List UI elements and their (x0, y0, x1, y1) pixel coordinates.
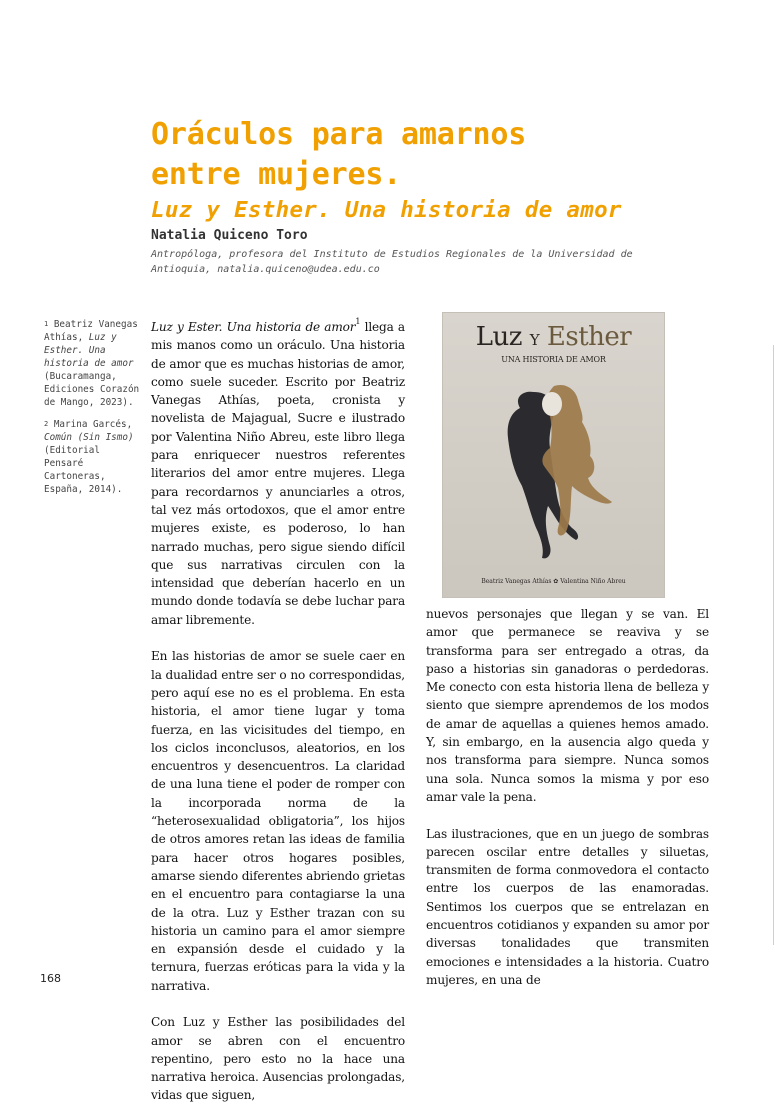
author-affiliation: Antropóloga, profesora del Instituto de Estudios Regionales de la Universidad de Antioquia, natalia.quiceno@udea.edu.co (151, 249, 633, 275)
footnote-number: 2 (44, 420, 49, 428)
footnote-number: 1 (44, 320, 49, 328)
paragraph-text: llega a mis manos como un oráculo. Una historia de amor que es muchas historias de amor, como suele suceder. Escrito por Beatriz Vanegas Athías, poeta, cronista y novelista de Majagual, Sucre e ilustrado por Valentina Niño Abreu, este libro llega para enriquecer nuestros referentes literarios del amor entre mujeres. Llega para recordarnos y anunciarles a otros, tal vez más ortodoxos, que el amor entre mujeres existe, es poderoso, lo han narrado muchas, pero sigue siendo difícil que sus narrativas circulen con la intensidad que deberían hacerlo en un mundo donde todavía se debe luchar para amar libremente. (151, 320, 405, 627)
footnote-text: (Bucaramanga, Ediciones Corazón de Mango, 2023). (44, 371, 140, 408)
footnote-ref-1[interactable]: 1 (355, 317, 361, 326)
cover-authors: Beatriz Vanegas Athías ✿ Valentina Niño Abreu (481, 578, 626, 585)
page-number: 168 (40, 972, 61, 985)
body-column-2 (426, 605, 709, 1008)
cover-subtitle: UNA HISTORIA DE AMOR (501, 355, 606, 364)
title-line-1: Oráculos para amarnos (151, 117, 527, 152)
page-edge-rule (773, 345, 774, 945)
title-line-2: entre mujeres. (151, 157, 402, 192)
paragraph-4: Las ilustraciones, que en un juego de sombras parecen oscilar entre detalles y siluetas, transmiten de forma conmovedora el contacto entre los cuerpos de las enamoradas. Sentimos los cuerpos que se entrelazan en encuentros cotidianos y expanden su amor por diversas tonalidades que transmiten emociones e intensidades a la historia. Cuatro mujeres, en una de (426, 826, 709, 987)
cover-title-luz: Luz (475, 322, 522, 352)
footnote-text: Beatriz Vanegas Athías, (44, 319, 138, 343)
footnote-1 (44, 318, 144, 409)
book-title-italic: Luz y Ester. Una historia de amor (151, 320, 356, 334)
embracing-figures-illustration (492, 382, 622, 562)
paragraph-3-continued: nuevos personajes que llegan y se van. El amor que permanece se reaviva y se transforma para ser entregado a otras, da paso a historias sin ganadoras o perdedoras. Me conecto con esta historia llena de belleza y siento que siempre aprendemos de los modos de amar de aquellas a quienes hemos amado. Y, sin embargo, en la ausencia algo queda y nos transforma para siempre. Nunca somos una sola. Nunca somos la misma y por eso amar vale la pena. (426, 607, 709, 804)
footnote-book-title: Común (Sin Ismo) (44, 432, 134, 443)
cover-title (442, 322, 665, 352)
footnote-text: (Editorial Pensaré Cartoneras, España, 2014). (44, 445, 123, 495)
author-name: Natalia Quiceno Toro (151, 228, 308, 243)
paragraph-1 (151, 318, 405, 629)
paragraph-3-start: Con Luz y Esther las posibilidades del amor se abren con el encuentro repentino, pero esto no la hace una narrativa heroica. Ausencias prolongadas, vidas que siguen, (151, 1015, 405, 1103)
footnote-book-title: Luz y Esther. Una historia de amor (44, 332, 134, 369)
footnotes-sidebar (44, 318, 144, 505)
book-cover-image (442, 312, 665, 598)
footnote-text: Marina Garcés, (53, 419, 133, 430)
cover-title-esther: Esther (546, 322, 632, 352)
article-header (151, 115, 711, 225)
body-column-1 (151, 318, 405, 1105)
article-subtitle: Luz y Esther. Una historia de amor (151, 197, 622, 223)
footnote-2 (44, 418, 144, 496)
paragraph-2: En las historias de amor se suele caer en la dualidad entre ser o no correspondidas, pero aquí ese no es el problema. En esta historia, el amor tiene lugar y toma fuerza, en las vicisitudes del tiempo, en los ciclos inconclusos, aleatorios, en los encuentros y desencuentros. La claridad de una luna tiene el poder de romper con la incorporada norma de la “heterosexualidad obligatoria”, los hijos de otros amores retan las ideas de familia para hacer otros hogares posibles, amarse siendo diferentes abriendo grietas en el encuentro para contagiarse la una de la otra. Luz y Esther trazan con su historia un camino para el amor siempre en expansión desde el cuidado y la ternura, fuerzas eróticas para la vida y la narrativa. (151, 649, 405, 993)
article-title (151, 115, 711, 195)
cover-title-y: Y (529, 331, 540, 349)
